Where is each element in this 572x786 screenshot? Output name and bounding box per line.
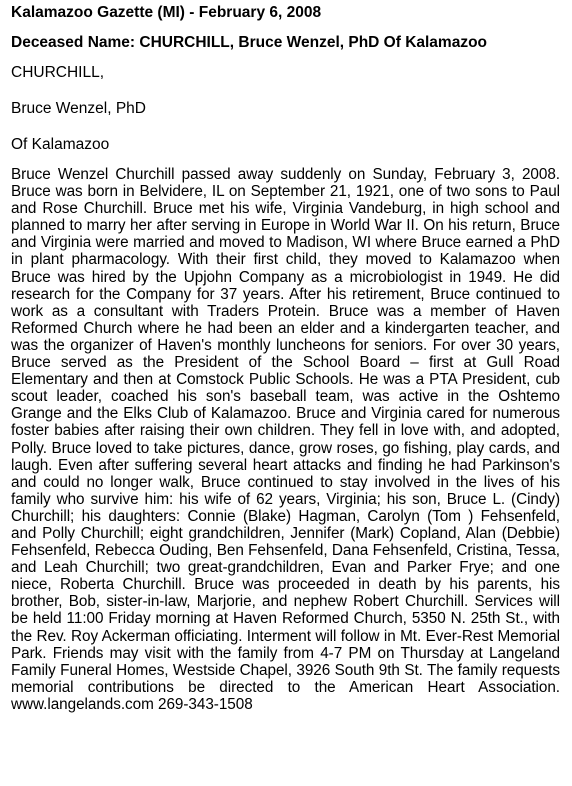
surname-line: CHURCHILL,: [11, 64, 105, 81]
obituary-body: Bruce Wenzel Churchill passed away suddenly on Sunday, February 3, 2008. Bruce was born in Belvidere, IL on September 21, 1921, one of two sons to Paul and Rose Churchill. Bruce met his wife, Virginia Vandeburg, in high school and planned to marry her after serving in Europe in World War II. On his return, Bruce and Virginia were married and moved to Madison, WI where Bruce earned a PhD in plant pharmacology. With their first child, they moved to Kalamazoo when Bruce was hired by the Upjohn Company as a microbiologist in 1949. He did research for the Company for 37 years. After his retirement, Bruce continued to work as a consultant with Traders Protein. Bruce was a member of Haven Reformed Church where he had been an elder and a kindergarten teacher, and was the organizer of Haven's monthly luncheons for seniors. For over 30 years, Bruce served as the President of the School Board – first at Gull Road Elementary and then at Comstock Public Schools. He was a PTA President, cub scout leader, coached his son's baseball team, was active in the Oshtemo Grange and the Elks Club of Kalamazoo. Bruce and Virginia cared for numerous foster babies after raising their own children. They fell in love with, and adopted, Polly. Bruce loved to take pictures, dance, grow roses, go fishing, play cards, and laugh. Even after suffering several heart attacks and finding he had Parkinson's and could no longer walk, Bruce continued to stay involved in the lives of his family who survive him: his wife of 62 years, Virginia; his son, Bruce L. (Cindy) Churchill; his daughters: Connie (Blake) Hagman, Carolyn (Tom ) Fehsenfeld, and Polly Churchill; eight grandchildren, Jennifer (Mark) Copland, Alan (Debbie) Fehsenfeld, Rebecca Ouding, Ben Fehsenfeld, Dana Fehsenfeld, Cristina, Tessa, and Leah Churchill; two great-grandchildren, Evan and Parker Frye; and one niece, Roberta Churchill. Bruce was proceeded in death by his parents, his brother, Bob, sister-in-law, Marjorie, and nephew Robert Churchill. Services will be held 11:00 Friday morning at Haven Reformed Church, 5350 N. 25th St., with the Rev. Roy Ackerman officiating. Interment will follow in Mt. Ever-Rest Memorial Park. Friends may visit with the family from 4-7 PM on Thursday at Langeland Family Funeral Homes, Westside Chapel, 3926 South 9th St. The family requests memorial contributions be directed to the American Heart Association. www.langelands.com 269-343-1508: [11, 166, 560, 713]
publication-heading: Kalamazoo Gazette (MI) - February 6, 2008: [11, 4, 322, 21]
location-line: Of Kalamazoo: [11, 136, 110, 153]
deceased-name-heading: Deceased Name: CHURCHILL, Bruce Wenzel, PhD Of Kalamazoo: [11, 34, 488, 51]
given-name-line: Bruce Wenzel, PhD: [11, 100, 146, 117]
